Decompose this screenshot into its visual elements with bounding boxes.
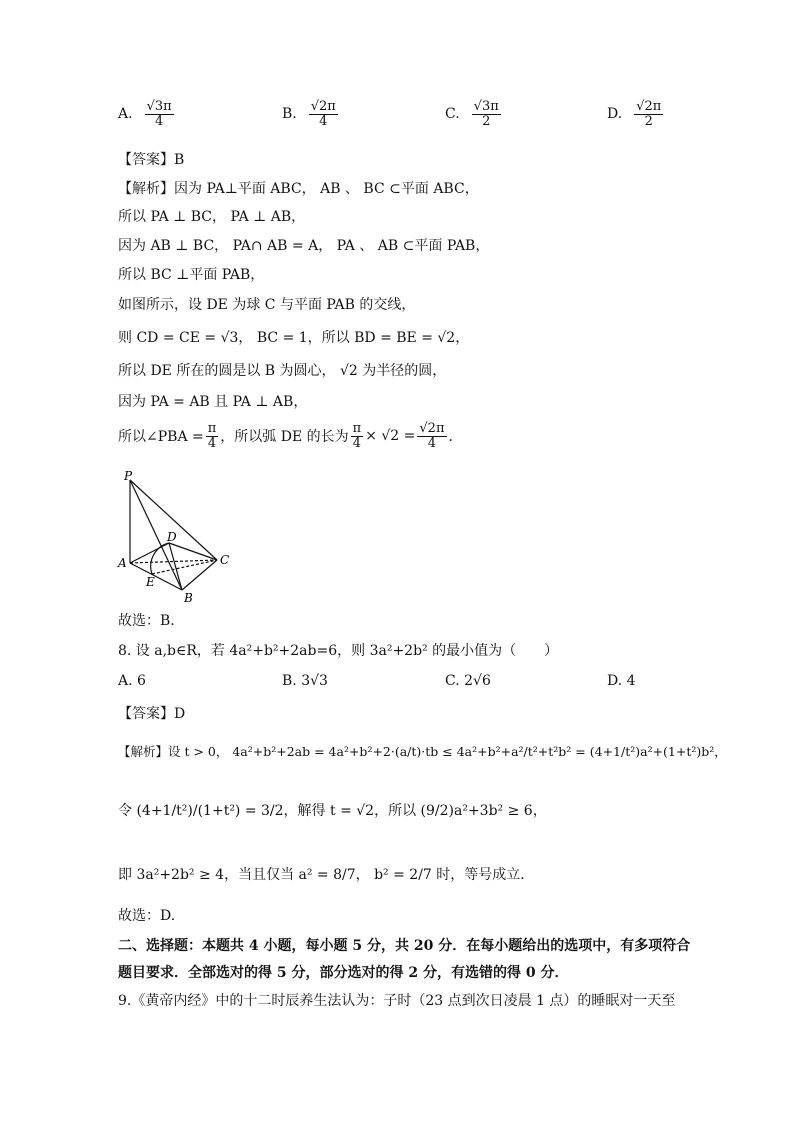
q9-stem: 9.《黄帝内经》中的十二时辰养生法认为：子时（23 点到次日凌晨 1 点）的睡眠对一天至 [118,993,676,1009]
q7-option-a: A. $\frac{√3\pi}{4}$ [118,99,172,129]
q7-option-d: D. $\frac{√2\pi}{2}$ [607,99,662,129]
label-p: P [124,469,133,483]
label-c: C [220,553,230,567]
q7-answer: 【答案】B [118,152,185,168]
section2-heading-line1: 二、选择题：本题共 4 小题，每小题 5 分，共 20 分．在每小题给出的选项中，有多项符合 [118,938,691,954]
label-e: E [146,575,155,589]
label-d: D [167,530,177,544]
q7-analysis-line9: 所以∠PBA = $\frac{\pi}{4}$ ，所以弧 DE 的长为 $\frac{\pi}{4}$ × √2 = $\frac{√2\pi}{4}$ ． [118,421,463,451]
edge-bc [182,560,217,590]
edge-ad [130,543,169,563]
q7-analysis-line3: 因为 AB ⊥ BC， PA∩ AB = A， PA 、 AB ⊂平面 PAB， [118,238,490,254]
q7-analysis-line2: 所以 PA ⊥ BC， PA ⊥ AB， [118,209,306,225]
q8-stem: 8. 设 a,b∈R，若 4a²+b²+2ab=6，则 3a²+2b² 的最小值为（ ） [118,643,559,659]
q8-option-a: A. 6 [118,673,146,689]
label-b: B [184,591,193,605]
q7-option-c: C. $\frac{√3\pi}{2}$ [445,99,499,129]
q7-analysis-line1: 【解析】因为 PA⊥平面 ABC， AB 、 BC ⊂平面 ABC， [118,181,479,197]
q8-choose: 故选：D. [118,908,176,924]
q7-choose: 故选：B. [118,613,175,629]
edge-dc [169,543,217,560]
label-a: A [118,556,127,570]
q7-analysis-line8: 因为 PA = AB 且 PA ⊥ AB， [118,394,308,410]
q7-option-b: B. $\frac{√2\pi}{4}$ [282,99,336,129]
q8-analysis-line3: 即 3a²+2b² ≥ 4，当且仅当 a² = 8/7， b² = 2/7 时，等号成立． [118,867,535,883]
q8-option-c: C. 2√6 [445,673,491,689]
edge-pc [130,480,217,560]
q7-analysis-line5: 如图所示，设 DE 为球 C 与平面 PAB 的交线， [118,297,416,313]
section2-heading-line2: 题目要求．全部选对的得 5 分，部分选对的得 2 分，有选错的得 0 分． [118,965,569,981]
q8-option-d: D. 4 [607,673,636,689]
edge-ab [130,563,182,590]
q7-analysis-line6: 则 CD = CE = √3， BC = 1，所以 BD = BE = √2， [118,330,470,346]
q8-analysis-line1: 【解析】设 t > 0， 4a²+b²+2ab = 4a²+b²+2·(a/t)·tb ≤ 4a²+b²+a²/t²+t²b² = (4+1/t²)a²+(1+t²)b²， [118,744,727,759]
q7-analysis-line4: 所以 BC ⊥平面 PAB， [118,267,265,283]
q7-analysis-line7: 所以 DE 所在的圆是以 B 为圆心， √2 为半径的圆， [118,363,447,379]
q8-option-b: B. 3√3 [282,673,328,689]
q8-analysis-line2: 令 (4+1/t²)/(1+t²) = 3/2，解得 t = √2，所以 (9/2)a²+3b² ≥ 6， [118,803,547,819]
q8-answer: 【答案】D [118,706,186,722]
geometry-figure [112,468,242,608]
